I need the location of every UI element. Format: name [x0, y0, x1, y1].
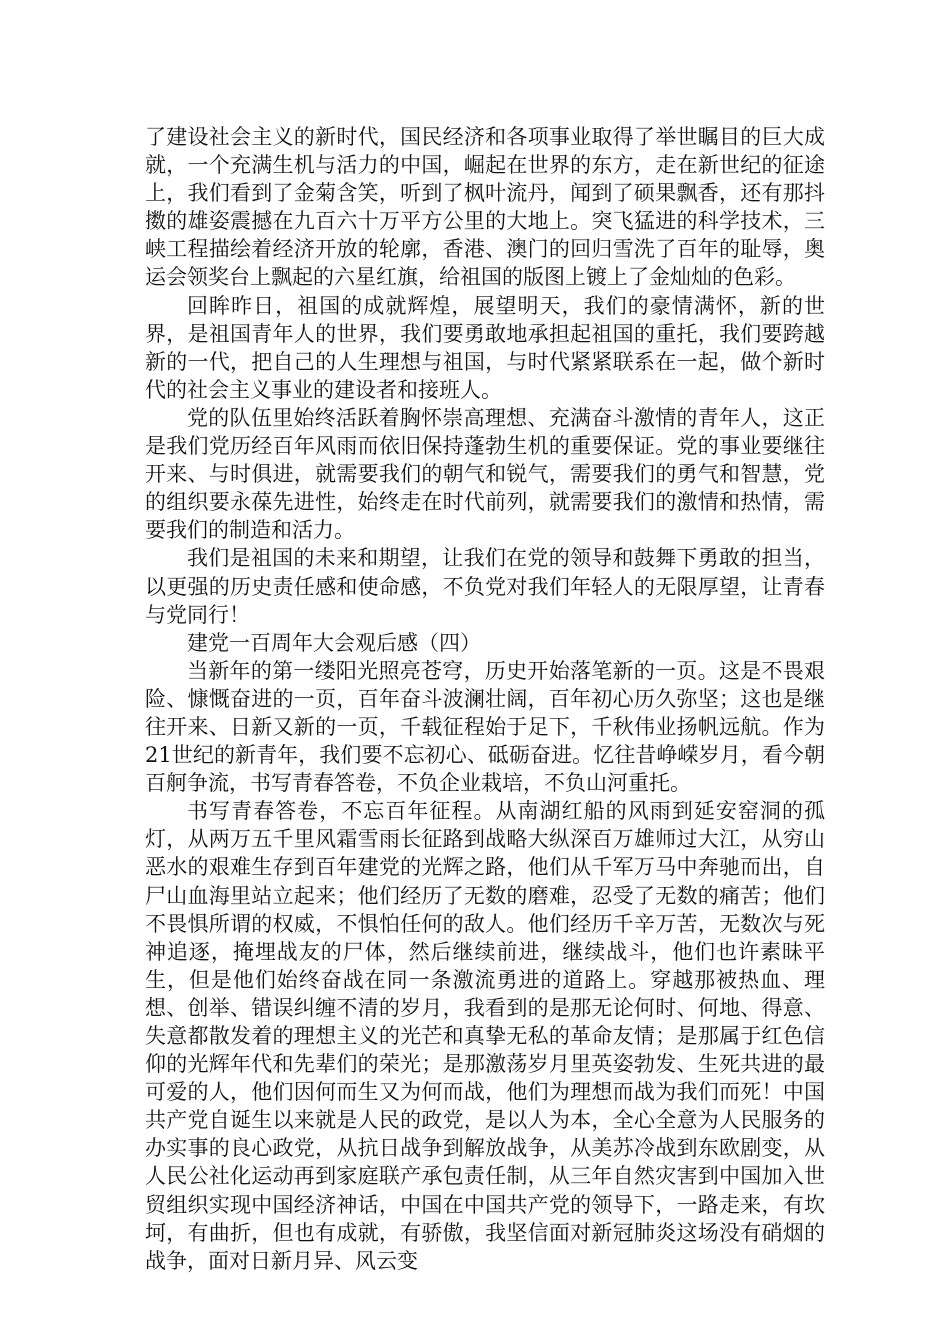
paragraph-2: 回眸昨日，祖国的成就辉煌，展望明天，我们的豪情满怀，新的世界，是祖国青年人的世界，我们要勇敢地承担起祖国的重托，我们要跨越新的一代，把自己的人生理想与祖国，与时代紧紧联系在一起，做个新时代的社会主义事业的建设者和接班人。: [145, 293, 825, 402]
paragraph-5: 当新年的第一缕阳光照亮苍穹，历史开始落笔新的一页。这是不畏艰险、慷慨奋进的一页，百年奋斗波澜壮阔，百年初心历久弥坚；这也是继往开来、日新又新的一页，千载征程始于足下，千秋伟业扬帆远航。作为21世纪的新青年，我们要不忘初心、砥砺奋进。忆往昔峥嵘岁月，看今朝百舸争流，书写青春答卷，不负企业栽培，不负山河重托。: [145, 658, 825, 796]
paragraph-6: 书写青春答卷，不忘百年征程。从南湖红船的风雨到延安窑洞的孤灯，从两万五千里风霜雪雨长征路到战略大纵深百万雄师过大江，从穷山恶水的艰难生存到百年建党的光辉之路，他们从千军万马中奔驰而出，自尸山血海里站立起来；他们经历了无数的磨难，忍受了无数的痛苦；他们不畏惧所谓的权威，不惧怕任何的敌人。他们经历千辛万苦，无数次与死神追逐，掩埋战友的尸体，然后继续前进，继续战斗，他们也许素昧平生，但是他们始终奋战在同一条激流勇进的道路上。穿越那被热血、理想、创举、错误纠缠不清的岁月，我看到的是那无论何时、何地、得意、失意都散发着的理想主义的光芒和真挚无私的革命友情；是那属于红色信仰的光辉年代和先辈们的荣光；是那激荡岁月里英姿勃发、生死共进的最可爱的人，他们因何而生又为何而战，他们为理想而战为我们而死！中国共产党自诞生以来就是人民的政党，是以人为本，全心全意为人民服务的办实事的良心政党，从抗日战争到解放战争，从美苏冷战到东欧剧变，从人民公社化运动再到家庭联产承包责任制，从三年自然灾害到中国加入世贸组织实现中国经济神话，中国在中国共产党的领导下，一路走来，有坎坷，有曲折，但也有成就，有骄傲，我坚信面对新冠肺炎这场没有硝烟的战争，面对日新月异、风云变: [145, 799, 825, 1273]
paragraph-3: 党的队伍里始终活跃着胸怀崇高理想、充满奋斗激情的青年人，这正是我们党历经百年风雨而依旧保持蓬勃生机的重要保证。党的事业要继往开来、与时俱进，就需要我们的朝气和锐气，需要我们的勇气和智慧，党的组织要永葆先进性，始终走在时代前列，就需要我们的激情和热情，需要我们的制造和活力。: [145, 405, 825, 543]
document-body: [145, 123, 825, 1275]
paragraph-4: 我们是祖国的未来和期望，让我们在党的领导和鼓舞下勇敢的担当，以更强的历史责任感和使命感，不负党对我们年轻人的无限厚望，让青春与党同行！: [145, 546, 825, 627]
paragraph-1: 了建设社会主义的新时代，国民经济和各项事业取得了举世瞩目的巨大成就，一个充满生机与活力的中国，崛起在世界的东方，走在新世纪的征途上，我们看到了金菊含笑，听到了枫叶流丹，闻到了硕果飘香，还有那抖擞的雄姿震撼在九百六十万平方公里的大地上。突飞猛进的科学技术，三峡工程描绘着经济开放的轮廓，香港、澳门的回归雪洗了百年的耻辱，奥运会领奖台上飘起的六星红旗，给祖国的版图上镀上了金灿灿的色彩。: [145, 125, 825, 290]
section-heading: 建党一百周年大会观后感（四）: [187, 630, 481, 655]
